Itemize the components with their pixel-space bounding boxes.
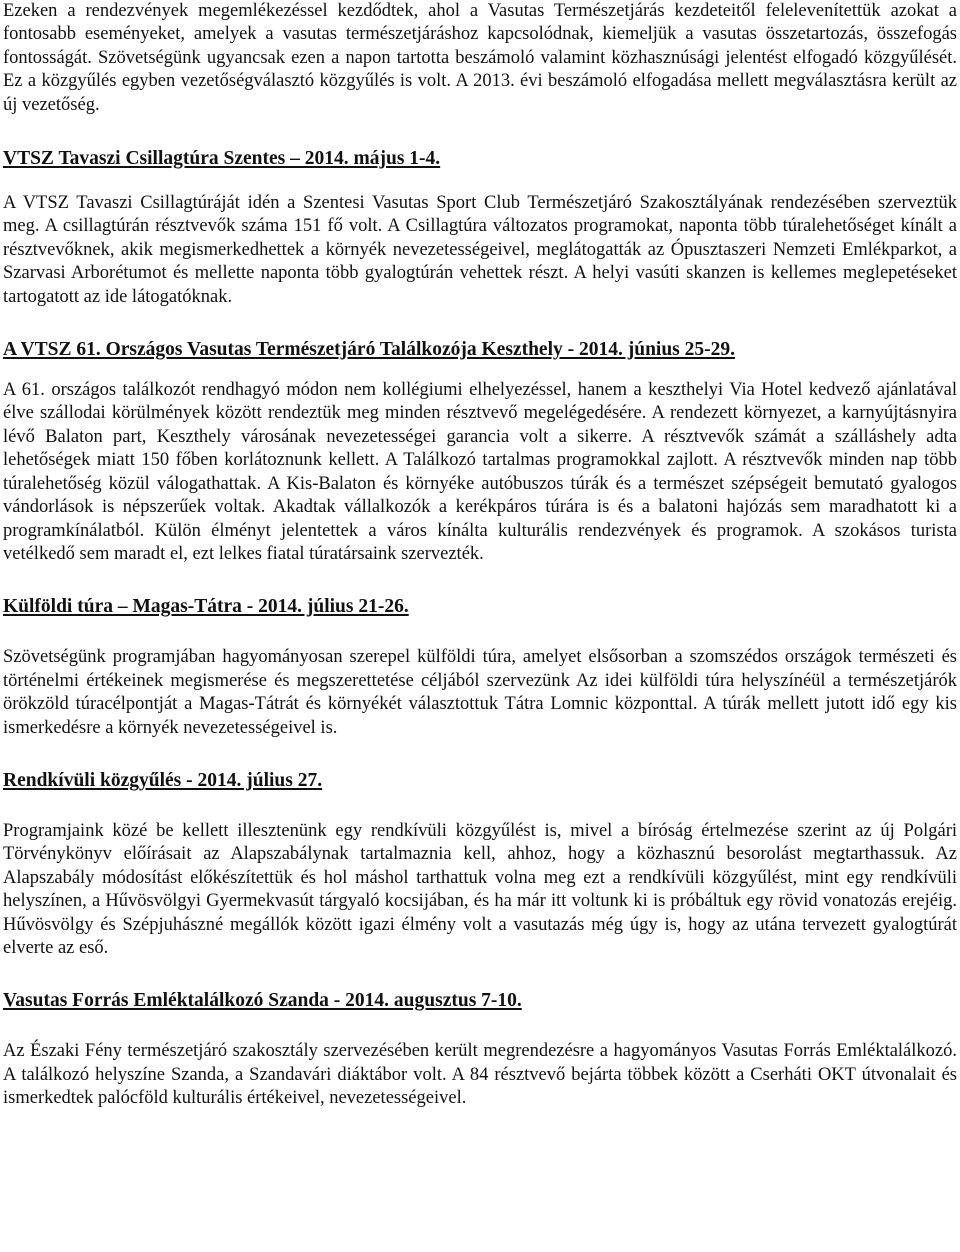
section-heading-orszagos-talalkozo: A VTSZ 61. Országos Vasutas Természetjáró Találkozója Keszthely - 2014. június 25-29. (3, 339, 736, 361)
document-body (3, 0, 957, 1111)
section-paragraph-orszagos-talalkozo: A 61. országos találkozót rendhagyó módon nem kollégiumi elhelyezéssel, hanem a keszthelyi Via Hotel kedvező ajánlatával élve szállodai körülmények között rendeztük meg minden résztvevő megelégedésére. A rendezett környezet, a karnyújtásnyira lévő Balaton part, Keszthely városának nevezetességei garancia volt a sikerre. A résztvevők számát a szálláshely adta lehetőségek miatt 150 főben korlátoznunk kellett. A Találkozó tartalmas programokkal zajlott. A résztvevők minden nap több túralehetőség közül válogathattak. A Kis-Balaton és környéke autóbuszos túrák és a természet szépségeit bemutató gyalogos vándorlások is népszerűek voltak. Akadtak vállalkozók a kerékpáros túrára is és a balatoni hajózás sem maradhatott ki a programkínálatból. Külön élményt jelentettek a város kínálta kulturális rendezvények és programok. A szokásos turista vetélkedő sem maradt el, ezt lelkes fiatal túratársaink szervezték. (3, 380, 957, 564)
intro-paragraph: Ezeken a rendezvények megemlékezéssel kezdődtek, ahol a Vasutas Természetjárás kezdeteitől felelevenítettük azokat a fontosabb eseményeket, amelyek a vasutas természetjáráshoz kapcsolódnak, kiemeljük a vasutas összetartozás, összefogás fontosságát. Szövetségünk ugyancsak ezen a napon tartotta beszámoló valamint közhasznúsági jelentést elfogadó közgyűlését. Ez a közgyűlés egyben vezetőségválasztó közgyűlés is volt. A 2013. évi beszámoló elfogadása mellett megválasztásra került az új vezetőség. (3, 1, 957, 115)
section-paragraph-kulfoldi-tura: Szövetségünk programjában hagyományosan szerepel külföldi túra, amelyet elsősorban a szomszédos országok természeti és történelmi értékeinek megismerése és megszerettetése céljából szervezünk Az idei külföldi túra helyszínéül a természetjárók örökzöld túracélpontját a Magas-Tátrát és környékét választottuk Tátra Lomnic központtal. A túrák mellett jutott idő egy kis ismerkedésre a környék nevezetességeivel is. (3, 647, 957, 738)
section-heading-tavaszi-csillagtura: VTSZ Tavaszi Csillagtúra Szentes – 2014. május 1-4. (3, 148, 441, 170)
section-paragraph-tavaszi-csillagtura: A VTSZ Tavaszi Csillagtúráját idén a Szentesi Vasutas Sport Club Természetjáró Szakosztályának rendezésében szerveztük meg. A csillagtúrán résztvevők száma 151 fő volt. A Csillagtúra változatos programokat, naponta több túralehetőséget kínált a résztvevőknek, akik megismerkedhettek a környék nevezetességeivel, meglátogatták az Ópusztaszeri Nemzeti Emlékparkot, a Szarvasi Arborétumot és mellette naponta több gyalogtúrán vehettek részt. A helyi vasúti skanzen is kellemes meglepetéseket tartogatott az ide látogatóknak. (3, 193, 957, 307)
section-heading-rendkivuli-kozgyules: Rendkívüli közgyűlés - 2014. július 27. (3, 769, 323, 791)
section-paragraph-vasutas-forras: Az Északi Fény természetjáró szakosztály szervezésében került megrendezésre a hagyományos Vasutas Forrás Emléktalálkozó. A találkozó helyszíne Szanda, a Szandavári diáktábor volt. A 84 résztvevő bejárta többek között a Cserháti OKT útvonalait és ismerkedtek palócföld kulturális értékeivel, nevezetességeivel. (3, 1041, 957, 1109)
section-heading-vasutas-forras: Vasutas Forrás Emléktalálkozó Szanda - 2014. augusztus 7-10. (3, 990, 522, 1012)
section-heading-kulfoldi-tura: Külföldi túra – Magas-Tátra - 2014. július 21-26. (3, 596, 409, 618)
section-paragraph-rendkivuli-kozgyules: Programjaink közé be kellett illesztenünk egy rendkívüli közgyűlést is, mivel a bíróság értelmezése szerint az új Polgári Törvénykönyv előírásait az Alapszabálynak tartalmaznia kell, ahhoz, hogy a közhasznú besorolást megtarthassuk. Az Alapszabály módosítást előkészítettük és hol máshol tarthattuk volna meg ezt a rendkívüli közgyűlést, mint egy rendkívüli helyszínen, a Hűvösvölgyi Gyermekvasút tárgyaló kocsijában, és ha már itt voltunk ki is próbáltuk egy rövid vonatozás erejéig. Hűvösvölgy és Szépjuhászné megállók között igazi élmény volt a vasutazás még úgy is, hogy az utána tervezett gyalogtúrát elverte az eső. (3, 820, 957, 958)
